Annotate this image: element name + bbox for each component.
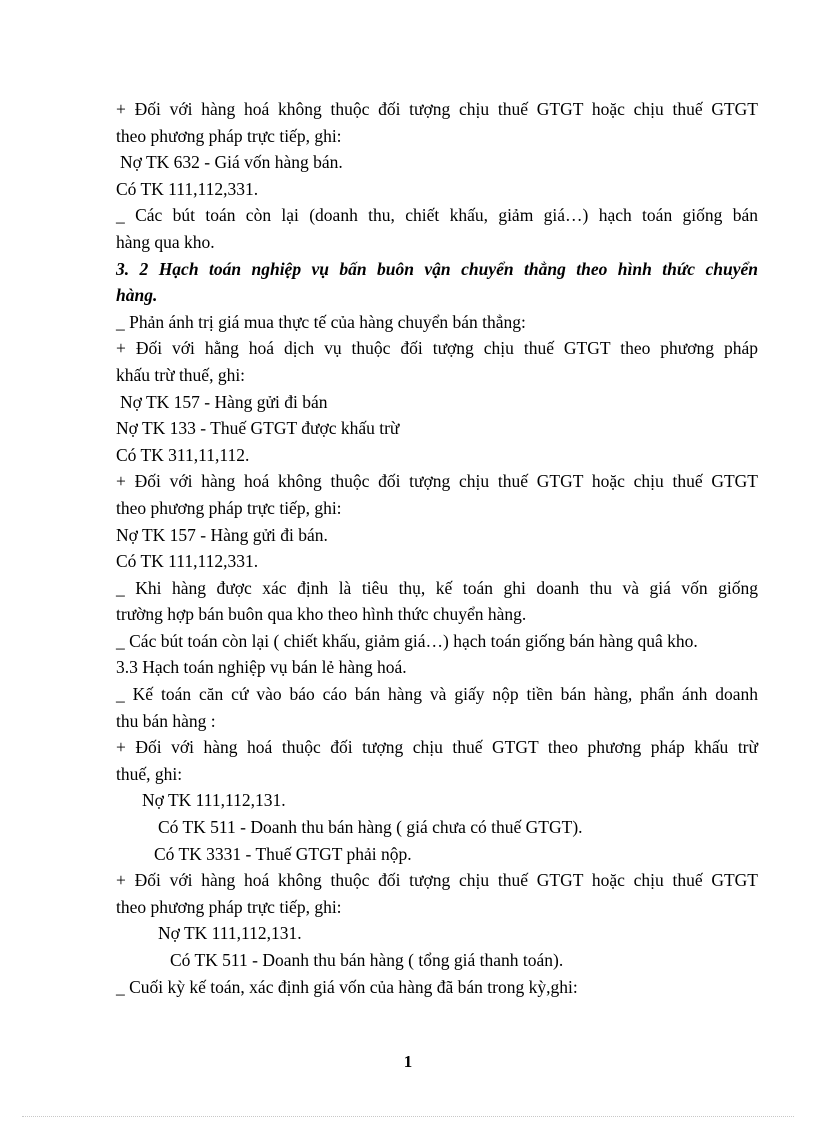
entry-line: Nợ TK 632 - Giá vốn hàng bán. [120, 152, 343, 173]
text-line: theo phương pháp trực tiếp, ghi: [116, 497, 342, 518]
subsection-heading: 3.3 Hạch toán nghiệp vụ bán lẻ hàng hoá. [116, 657, 407, 678]
entry-line: Nợ TK 111,112,131. [158, 923, 302, 944]
entry-line: Có TK 111,112,331. [116, 178, 259, 199]
text-line: _ Các bút toán còn lại ( chiết khấu, giảm giá…) hạch toán giống bán hàng quâ kho. [116, 630, 698, 651]
entry-line: Nợ TK 157 - Hàng gửi đi bán. [116, 524, 328, 545]
text-line: _ Cuối kỳ kế toán, xác định giá vốn của hàng đã bán trong kỳ,ghi: [116, 976, 578, 997]
text-line: _ Các bút toán còn lại (doanh thu, chiết khấu, giảm giá…) hạch toán giống bán [116, 205, 758, 226]
text-line: + Đối với hàng hoá không thuộc đối tượng chịu thuế GTGT hoặc chịu thuế GTGT [116, 471, 758, 492]
text-line: khấu trừ thuế, ghi: [116, 364, 246, 385]
entry-line: Nợ TK 111,112,131. [142, 790, 286, 811]
text-line: thu bán hàng : [116, 710, 216, 731]
text-line: _ Phản ánh trị giá mua thực tế của hàng chuyển bán thẳng: [116, 311, 526, 332]
text-line: + Đối với hằng hoá dịch vụ thuộc đối tượng chịu thuế GTGT theo phương pháp [116, 338, 758, 359]
document-body [116, 96, 758, 1000]
entry-line: Nợ TK 157 - Hàng gửi đi bán [120, 391, 328, 412]
text-line: hàng qua kho. [116, 231, 215, 252]
entry-line: Có TK 111,112,331. [116, 551, 259, 572]
entry-line: Có TK 511 - Doanh thu bán hàng ( giá chưa có thuế GTGT). [158, 817, 583, 838]
page-number: 1 [403, 1052, 413, 1071]
text-line: + Đối với hàng hoá không thuộc đối tượng chịu thuế GTGT hoặc chịu thuế GTGT [116, 99, 758, 119]
text-line: + Đối với hàng hoá không thuộc đối tượng chịu thuế GTGT hoặc chịu thuế GTGT [116, 870, 758, 891]
text-line: _ Kế toán căn cứ vào báo cáo bán hàng và giấy nộp tiền bán hàng, phẩn ánh doanh [116, 684, 758, 705]
text-line: _ Khi hàng được xác định là tiêu thụ, kế toán ghi doanh thu và giá vốn giống [116, 577, 758, 598]
entry-line: Nợ TK 133 - Thuế GTGT được khấu trừ [116, 418, 400, 439]
entry-line: Có TK 511 - Doanh thu bán hàng ( tổng giá thanh toán). [170, 950, 564, 970]
section-heading: 3. 2 Hạch toán nghiệp vụ bấn buôn vận chuyển thẳng theo hình thức chuyển [116, 258, 758, 279]
text-line: theo phương pháp trực tiếp, ghi: [116, 125, 342, 146]
text-line: thuế, ghi: [116, 763, 183, 784]
footer-divider [22, 1116, 794, 1117]
text-line: trường hợp bán buôn qua kho theo hình thức chuyển hàng. [116, 604, 527, 625]
text-line: + Đối với hàng hoá thuộc đối tượng chịu thuế GTGT theo phương pháp khấu trừ [116, 737, 758, 758]
entry-line: Có TK 311,11,112. [116, 444, 250, 465]
text-line: theo phương pháp trực tiếp, ghi: [116, 896, 342, 917]
section-heading-cont: hàng. [116, 285, 158, 306]
entry-line: Có TK 3331 - Thuế GTGT phải nộp. [154, 843, 412, 864]
